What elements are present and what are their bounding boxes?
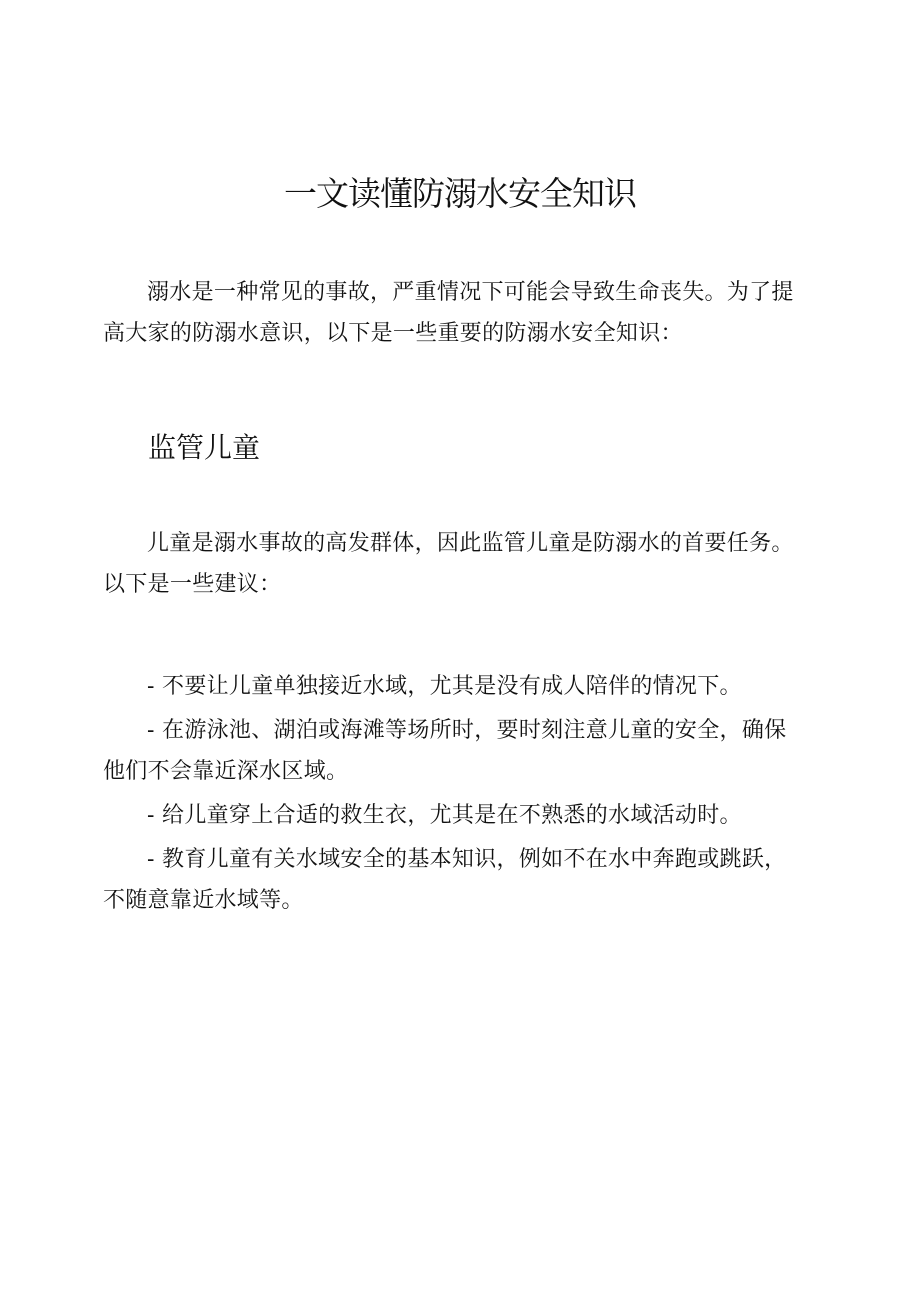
section-paragraph: 儿童是溺水事故的高发群体，因此监管儿童是防溺水的首要任务。以下是一些建议： [103, 531, 794, 597]
tips-list [103, 666, 803, 924]
list-item: - 在游泳池、湖泊或海滩等场所时，要时刻注意儿童的安全，确保他们不会靠近深水区域。 [103, 718, 787, 784]
list-item: - 教育儿童有关水域安全的基本知识，例如不在水中奔跑或跳跃，不随意靠近水域等。 [103, 847, 787, 913]
page-title: 一文读懂防溺水安全知识 [284, 174, 636, 213]
list-item: - 不要让儿童单独接近水域，尤其是没有成人陪伴的情况下。 [147, 674, 742, 699]
list-item: - 给儿童穿上合适的救生衣，尤其是在不熟悉的水域活动时。 [147, 803, 742, 828]
intro-paragraph: 溺水是一种常见的事故，严重情况下可能会导致生命丧失。为了提高大家的防溺水意识，以下是一些重要的防溺水安全知识： [103, 280, 794, 346]
section-heading: 监管儿童 [148, 431, 261, 464]
